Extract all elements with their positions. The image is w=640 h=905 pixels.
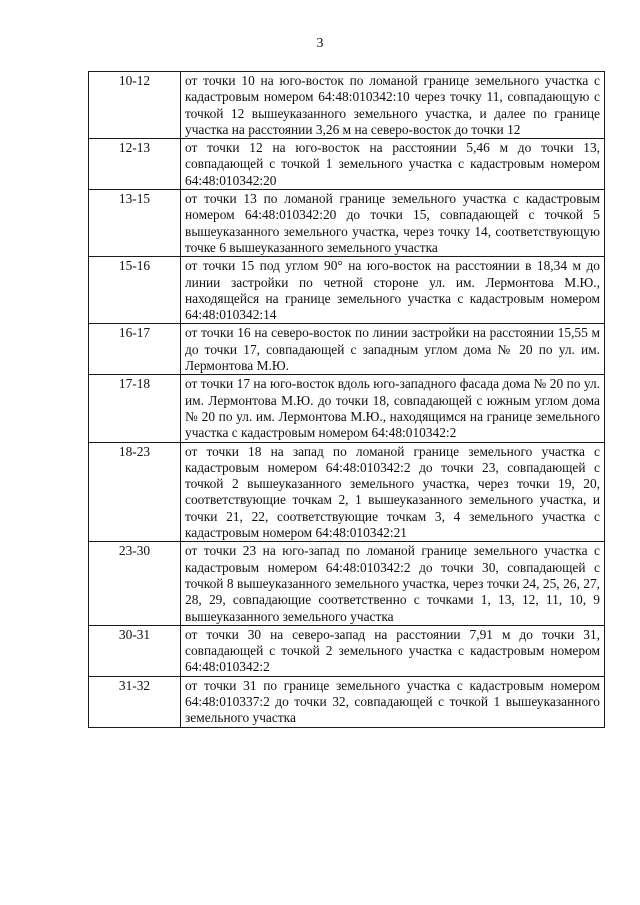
page-number: 3 xyxy=(316,36,324,51)
table-row xyxy=(89,257,605,324)
segment-description: от точки 18 на запад по ломаной границе земельного участка с кадастровым номером 64:48:010342:2 до точки 23, совпадающей с точкой 2 вышеуказанного земельного участка, через точки 19, 20, соответствующие точкам 2, 1 вышеуказанного земельного участка, и точки 21, 22, соответствующие точкам 3, 4 земельного участка с кадастровым номером 64:48:010342:21 xyxy=(181,442,605,542)
segment-label: 23-30 xyxy=(89,542,181,625)
segment-label: 17-18 xyxy=(89,375,181,442)
segment-description: от точки 16 на северо-восток по линии застройки на расстоянии 15,55 м до точки 17, совпадающей с западным углом дома № 20 по ул. им. Лермонтова М.Ю. xyxy=(181,324,605,375)
segment-label: 13-15 xyxy=(89,190,181,257)
table-row xyxy=(89,139,605,190)
segment-description: от точки 15 под углом 90° на юго-восток на расстоянии в 18,34 м до линии застройки по четной стороне ул. им. Лермонтова М.Ю., находящейся на границе земельного участка с кадастровым номером 64:48:010342:14 xyxy=(181,257,605,324)
table-row xyxy=(89,375,605,442)
segment-label: 16-17 xyxy=(89,324,181,375)
table-row xyxy=(89,625,605,676)
segment-description: от точки 17 на юго-восток вдоль юго-западного фасада дома № 20 по ул. им. Лермонтова М.Ю. до точки 18, совпадающей с южным углом дома № 20 по ул. им. Лермонтова М.Ю., находящимся на границе земельного участка с кадастровым номером 64:48:010342:2 xyxy=(181,375,605,442)
table-row xyxy=(89,542,605,625)
segment-label: 31-32 xyxy=(89,676,181,727)
segment-description: от точки 23 на юго-запад по ломаной границе земельного участка с кадастровым номером 64:48:010342:2 до точки 30, совпадающей с точкой 8 вышеуказанного земельного участка, через точки 24, 25, 26, 27, 28, 29, совпадающие соответственно с точками 1, 13, 12, 11, 10, 9 вышеуказанного земельного участка xyxy=(181,542,605,625)
table-row xyxy=(89,72,605,139)
segment-label: 12-13 xyxy=(89,139,181,190)
segment-description: от точки 31 по границе земельного участка с кадастровым номером 64:48:010337:2 до точки 32, совпадающей с точкой 1 вышеуказанного земельного участка xyxy=(181,676,605,727)
segment-description: от точки 12 на юго-восток на расстоянии 5,46 м до точки 13, совпадающей с точкой 1 земельного участка с кадастровым номером 64:48:010342:20 xyxy=(181,139,605,190)
table-row xyxy=(89,442,605,542)
table-row xyxy=(89,190,605,257)
segment-description: от точки 13 по ломаной границе земельного участка с кадастровым номером 64:48:010342:20 до точки 15, совпадающей с точкой 5 вышеуказанного земельного участка, через точку 14, соответствующую точке 6 вышеуказанного земельного участка xyxy=(181,190,605,257)
segment-description: от точки 10 на юго-восток по ломаной границе земельного участка с кадастровым номером 64:48:010342:10 через точку 11, совпадающую с точкой 12 вышеуказанного земельного участка, и далее по границе участка на расстоянии 3,26 м на северо-восток до точки 12 xyxy=(181,72,605,139)
boundary-description-table xyxy=(88,71,605,728)
segment-label: 10-12 xyxy=(89,72,181,139)
segment-description: от точки 30 на северо-запад на расстоянии 7,91 м до точки 31, совпадающей с точкой 2 земельного участка с кадастровым номером 64:48:010342:2 xyxy=(181,625,605,676)
segment-label: 15-16 xyxy=(89,257,181,324)
segment-label: 18-23 xyxy=(89,442,181,542)
table-row xyxy=(89,676,605,727)
segment-label: 30-31 xyxy=(89,625,181,676)
table-row xyxy=(89,324,605,375)
